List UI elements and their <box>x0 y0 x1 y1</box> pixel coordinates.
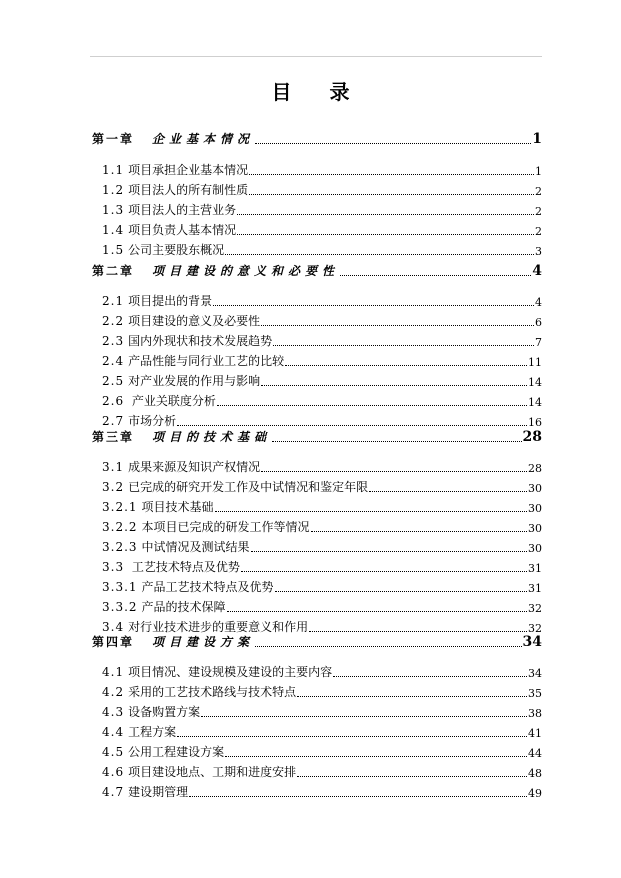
toc-dot-leader <box>189 795 527 797</box>
toc-entry-number: 第一章 <box>92 132 135 146</box>
toc-page-number: 2 <box>535 185 542 198</box>
toc-entry-label <box>92 663 332 680</box>
toc-dot-leader <box>340 274 531 276</box>
toc-entry-number: 3.3 <box>102 560 125 574</box>
toc-page-number: 14 <box>528 396 542 409</box>
toc-entry-title: 企业基本情况 <box>152 132 255 146</box>
toc-entry-label <box>92 783 188 800</box>
toc-chapter-entry[interactable] <box>92 429 542 445</box>
toc-entry-title: 市场分析 <box>128 414 177 428</box>
toc-dot-leader <box>261 324 534 326</box>
toc-dot-leader <box>213 304 534 306</box>
toc-section-entry[interactable] <box>92 784 542 800</box>
toc-page-number: 35 <box>528 687 542 700</box>
toc-dot-leader <box>251 550 527 552</box>
toc-entry-title: 工艺技术特点及优势 <box>128 560 240 574</box>
toc-entry-label <box>92 558 240 575</box>
toc-entry-title: 项目建设方案 <box>152 635 255 649</box>
toc-page-number: 32 <box>528 602 542 615</box>
toc-entry-number: 2.6 <box>102 394 125 408</box>
toc-dot-leader <box>249 193 534 195</box>
toc-dot-leader <box>297 695 527 697</box>
toc-page-number: 4 <box>532 263 542 279</box>
toc-dot-leader <box>261 384 527 386</box>
toc-entry-title: 公用工程建设方案 <box>128 745 225 759</box>
toc-page-number: 34 <box>528 667 542 680</box>
toc-section-entry[interactable] <box>92 333 542 349</box>
toc-entry-number: 2.7 <box>102 414 125 428</box>
toc-dot-leader <box>227 610 527 612</box>
toc-section-entry[interactable] <box>92 182 542 198</box>
toc-entry-label <box>92 763 296 780</box>
toc-section-entry[interactable] <box>92 353 542 369</box>
toc-page-number: 4 <box>535 296 542 309</box>
toc-dot-leader <box>311 530 527 532</box>
toc-entry-label <box>92 478 368 495</box>
toc-entry-label <box>92 201 236 218</box>
toc-section-entry[interactable] <box>92 764 542 780</box>
toc-dot-leader <box>309 630 527 632</box>
toc-page-number: 7 <box>535 336 542 349</box>
toc-entry-title: 项目技术基础 <box>141 500 214 514</box>
toc-entry-label <box>92 332 272 349</box>
toc-dot-leader <box>273 344 534 346</box>
toc-entry-number: 4.7 <box>102 785 125 799</box>
toc-entry-label <box>92 372 260 389</box>
toc-title <box>0 76 621 105</box>
toc-dot-leader <box>369 490 527 492</box>
toc-entry-title: 项目法人的主营业务 <box>128 203 237 217</box>
toc-section-entry[interactable] <box>92 744 542 760</box>
toc-entry-number: 3.4 <box>102 620 125 634</box>
toc-entry-number: 3.2.1 <box>102 500 138 514</box>
toc-dot-leader <box>241 570 527 572</box>
toc-entry-number: 3.2.2 <box>102 520 138 534</box>
toc-entry-number: 1.4 <box>102 223 125 237</box>
toc-entry-label <box>92 352 284 369</box>
toc-entry-label <box>92 518 310 535</box>
toc-page-number: 1 <box>532 131 542 147</box>
toc-section-entry[interactable] <box>92 393 542 409</box>
toc-entry-title: 公司主要股东概况 <box>128 243 225 257</box>
toc-entry-label <box>92 538 250 555</box>
toc-entry-label <box>92 262 339 279</box>
toc-entry-label <box>92 598 226 615</box>
toc-page-number: 31 <box>528 582 542 595</box>
toc-entry-label <box>92 412 176 429</box>
toc-entry-number: 2.1 <box>102 294 125 308</box>
toc-entry-label <box>92 428 271 445</box>
toc-entry-title: 产品工艺技术特点及优势 <box>141 580 274 594</box>
toc-section-entry[interactable] <box>92 413 542 429</box>
toc-page-number: 31 <box>528 562 542 575</box>
toc-dot-leader <box>255 142 531 144</box>
toc-page-number: 1 <box>535 165 542 178</box>
toc-dot-leader <box>217 404 527 406</box>
toc-page-number: 34 <box>522 634 542 650</box>
toc-dot-leader <box>297 775 527 777</box>
toc-dot-leader <box>285 364 527 366</box>
toc-entry-label <box>92 181 248 198</box>
toc-entry-title: 产品的技术保障 <box>141 600 226 614</box>
toc-page-number: 28 <box>522 429 542 445</box>
header-rule <box>90 56 542 57</box>
toc-dot-leader <box>177 735 527 737</box>
toc-entry-number: 第二章 <box>92 264 135 278</box>
toc-entry-number: 4.2 <box>102 685 125 699</box>
toc-entry-title: 建设期管理 <box>128 785 189 799</box>
toc-dot-leader <box>225 253 534 255</box>
toc-entry-title: 设备购置方案 <box>128 705 201 719</box>
toc-entry-number: 4.3 <box>102 705 125 719</box>
toc-page-number: 49 <box>528 787 542 800</box>
toc-page-number: 30 <box>528 482 542 495</box>
toc-entry-title: 采用的工艺技术路线与技术特点 <box>128 685 297 699</box>
toc-section-entry[interactable] <box>92 162 542 178</box>
toc-entry-number: 4.4 <box>102 725 125 739</box>
toc-entry-label <box>92 723 176 740</box>
toc-entry-label <box>92 161 248 178</box>
toc-entry-title: 已完成的研究开发工作及中试情况和鉴定年限 <box>128 480 369 494</box>
toc-entry-number: 4.5 <box>102 745 125 759</box>
toc-chapter-entry[interactable] <box>92 263 542 279</box>
toc-dot-leader <box>237 233 534 235</box>
toc-section-entry[interactable] <box>92 664 542 680</box>
toc-entry-number: 2.2 <box>102 314 125 328</box>
toc-dot-leader <box>249 173 534 175</box>
toc-entry-number: 3.3.1 <box>102 580 138 594</box>
toc-entry-label <box>92 743 224 760</box>
toc-entry-number: 2.3 <box>102 334 125 348</box>
toc-entry-title: 项目建设的意义及必要性 <box>128 314 261 328</box>
toc-entry-number: 3.2.3 <box>102 540 138 554</box>
toc-section-entry[interactable] <box>92 684 542 700</box>
toc-section-entry[interactable] <box>92 202 542 218</box>
toc-page-number: 11 <box>528 356 542 369</box>
toc-section-entry[interactable] <box>92 459 542 475</box>
toc-page-number: 30 <box>528 522 542 535</box>
toc-section-entry[interactable] <box>92 373 542 389</box>
toc-entry-title: 对产业发展的作用与影响 <box>128 374 261 388</box>
toc-dot-leader <box>237 213 534 215</box>
toc-entry-title: 产品性能与同行业工艺的比较 <box>128 354 285 368</box>
toc-entry-title: 项目建设的意义和必要性 <box>152 264 340 278</box>
toc-section-entry[interactable] <box>92 519 542 535</box>
toc-dot-leader <box>275 590 527 592</box>
toc-page-number: 44 <box>528 747 542 760</box>
toc-chapter-entry[interactable] <box>92 131 542 147</box>
toc-entry-number: 3.3.2 <box>102 600 138 614</box>
toc-entry-label <box>92 498 214 515</box>
toc-page-number: 6 <box>535 316 542 329</box>
toc-entry-label <box>92 292 212 309</box>
toc-page-number: 2 <box>535 225 542 238</box>
toc-section-entry[interactable] <box>92 724 542 740</box>
toc-entry-title: 产业关联度分析 <box>128 394 216 408</box>
toc-page-number: 38 <box>528 707 542 720</box>
toc-dot-leader <box>255 645 522 647</box>
toc-page-number: 30 <box>528 542 542 555</box>
toc-entry-label <box>92 241 224 258</box>
toc-entry-number: 第四章 <box>92 635 135 649</box>
toc-entry-label <box>92 633 254 650</box>
toc-entry-number: 2.4 <box>102 354 125 368</box>
toc-entry-title: 成果来源及知识产权情况 <box>128 460 261 474</box>
toc-entry-number: 2.5 <box>102 374 125 388</box>
toc-entry-label <box>92 683 296 700</box>
toc-section-entry[interactable] <box>92 293 542 309</box>
toc-entry-title: 项目法人的所有制性质 <box>128 183 249 197</box>
toc-dot-leader <box>225 755 527 757</box>
toc-section-entry[interactable] <box>92 499 542 515</box>
toc-entry-number: 1.5 <box>102 243 125 257</box>
toc-section-entry[interactable] <box>92 222 542 238</box>
toc-page-number: 30 <box>528 502 542 515</box>
toc-entry-label <box>92 221 236 238</box>
toc-entry-title: 本项目已完成的研发工作等情况 <box>141 520 310 534</box>
toc-entry-number: 4.6 <box>102 765 125 779</box>
toc-page-number: 28 <box>528 462 542 475</box>
toc-entry-title: 国内外现状和技术发展趋势 <box>128 334 273 348</box>
toc-dot-leader <box>333 675 527 677</box>
toc-entry-number: 1.3 <box>102 203 125 217</box>
toc-entry-number: 1.2 <box>102 183 125 197</box>
toc-page-number: 32 <box>528 622 542 635</box>
toc-page-number: 16 <box>528 416 542 429</box>
toc-dot-leader <box>215 510 527 512</box>
toc-title-char-1: 目 <box>271 80 292 104</box>
toc-entry-title: 项目提出的背景 <box>128 294 213 308</box>
toc-entry-title: 中试情况及测试结果 <box>141 540 250 554</box>
toc-chapter-entry[interactable] <box>92 634 542 650</box>
toc-title-char-2: 录 <box>329 80 350 104</box>
toc-entry-title: 对行业技术进步的重要意义和作用 <box>128 620 309 634</box>
toc-entry-number: 3.1 <box>102 460 125 474</box>
toc-entry-label <box>92 392 216 409</box>
toc-entry-label <box>92 578 274 595</box>
toc-dot-leader <box>272 440 522 442</box>
toc-section-entry[interactable] <box>92 559 542 575</box>
toc-section-entry[interactable] <box>92 313 542 329</box>
toc-entry-number: 3.2 <box>102 480 125 494</box>
toc-section-entry[interactable] <box>92 479 542 495</box>
toc-page-number: 48 <box>528 767 542 780</box>
toc-entry-label <box>92 703 200 720</box>
toc-section-entry[interactable] <box>92 579 542 595</box>
toc-entry-title: 项目建设地点、工期和进度安排 <box>128 765 297 779</box>
toc-entry-title: 工程方案 <box>128 725 177 739</box>
toc-entry-title: 项目的技术基础 <box>152 430 272 444</box>
toc-entry-title: 项目情况、建设规模及建设的主要内容 <box>128 665 333 679</box>
toc-page-number: 41 <box>528 727 542 740</box>
toc-dot-leader <box>261 470 527 472</box>
toc-entry-title: 项目负责人基本情况 <box>128 223 237 237</box>
toc-section-entry[interactable] <box>92 704 542 720</box>
toc-dot-leader <box>201 715 527 717</box>
toc-entry-number: 1.1 <box>102 163 125 177</box>
toc-page-number: 2 <box>535 205 542 218</box>
toc-section-entry[interactable] <box>92 539 542 555</box>
toc-entry-label <box>92 130 254 147</box>
toc-page-number: 14 <box>528 376 542 389</box>
toc-entry-label <box>92 312 260 329</box>
toc-dot-leader <box>177 424 527 426</box>
toc-section-entry[interactable] <box>92 599 542 615</box>
toc-entry-title: 项目承担企业基本情况 <box>128 163 249 177</box>
toc-section-entry[interactable] <box>92 242 542 258</box>
toc-entry-number: 第三章 <box>92 430 135 444</box>
toc-page-number: 3 <box>535 245 542 258</box>
toc-entry-label <box>92 458 260 475</box>
toc-entry-number: 4.1 <box>102 665 125 679</box>
